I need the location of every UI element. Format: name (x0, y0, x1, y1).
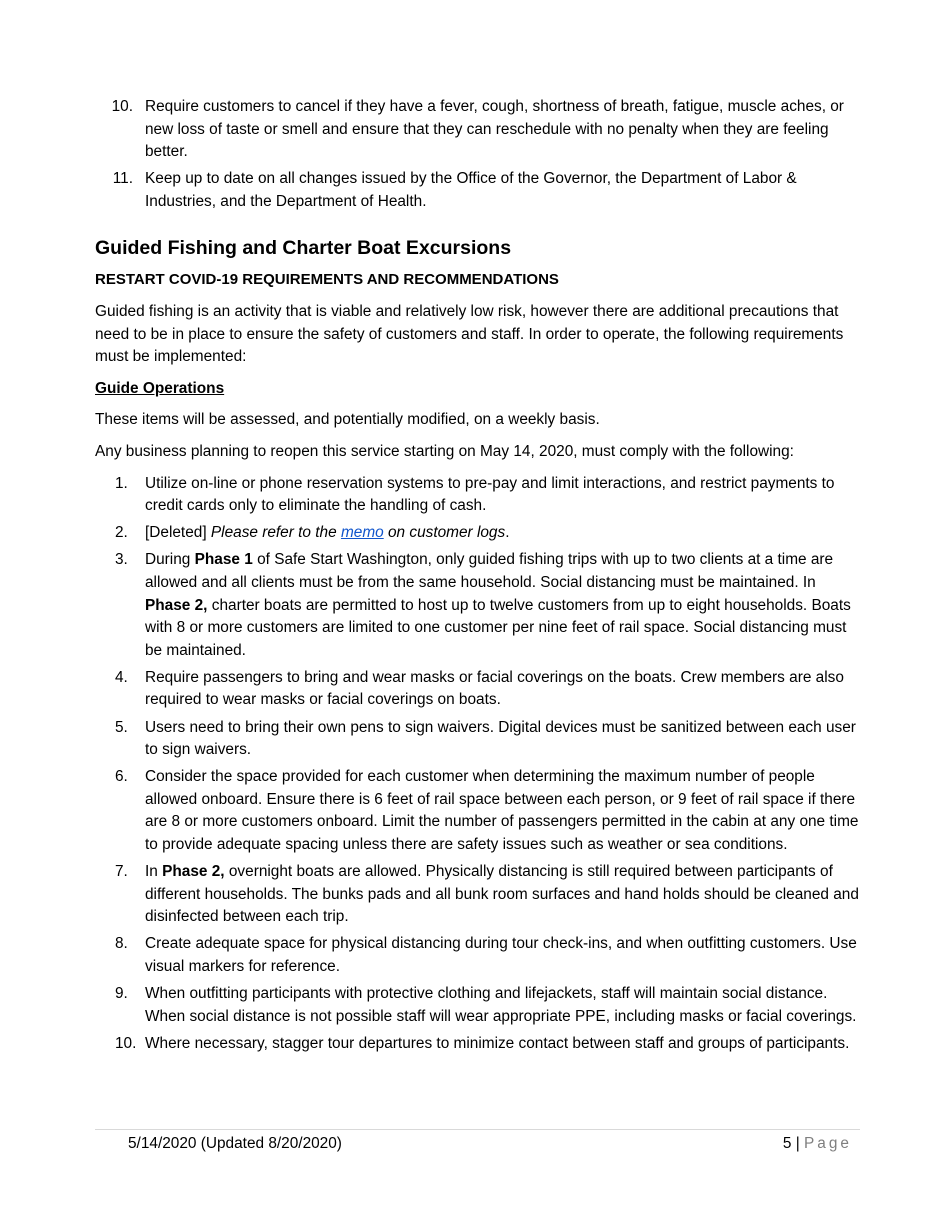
page-footer (95, 1129, 860, 1156)
phase-1-label: Phase 1 (194, 551, 253, 569)
list-number: 11. (112, 170, 133, 188)
list-text: Require passengers to bring and wear masks or facial coverings on the boats. Crew members are also required to wear masks or facial coverings on boats. (145, 668, 844, 709)
list-text: Keep up to date on all changes issued by the Office of the Governor, the Department of Labor & Industries, and the Department of Health. (145, 170, 797, 210)
page-word: Page (804, 1135, 852, 1152)
footer-date: 5/14/2020 (Updated 8/20/2020) (128, 1135, 342, 1152)
document-page (95, 96, 860, 1060)
list-item (95, 717, 860, 762)
list-item (95, 1033, 860, 1056)
list-number: 8. (115, 935, 128, 953)
list-text: Users need to bring their own pens to sign waivers. Digital devices must be sanitized between each user to sign waivers. (145, 718, 856, 759)
list-text: Require customers to cancel if they have a fever, cough, shortness of breath, fatigue, muscle aches, or new loss of taste or smell and ensure that they can reschedule with no penalty when they are feeling better. (145, 98, 844, 161)
comply-note: Any business planning to reopen this service starting on May 14, 2020, must comply with the following: (95, 443, 794, 461)
list-text: Where necessary, stagger tour departures to minimize contact between staff and groups of participants. (145, 1034, 850, 1052)
list-item (95, 549, 860, 662)
period: . (505, 524, 510, 542)
memo-pre-text: Please refer to the (210, 524, 337, 542)
continued-list (95, 96, 860, 213)
intro-paragraph: Guided fishing is an activity that is viable and relatively low risk, however there are additional precautions that need to be in place to ensure the safety of customers and staff. In order to operate, the following requirements must be implemented: (95, 303, 844, 366)
phase-2-label: Phase 2, (162, 863, 225, 881)
list-text: overnight boats are allowed. Physically distancing is still required between participants of different households. The bunks pads and all bunk room surfaces and hand holds should be cleaned and disinfected between each trip. (145, 863, 859, 926)
list-number: 4. (115, 668, 128, 686)
list-item (95, 933, 860, 978)
list-item (95, 96, 860, 164)
list-text: In (145, 863, 158, 881)
guide-operations-heading: Guide Operations (95, 379, 225, 397)
list-item (95, 861, 860, 929)
section-subtitle: RESTART COVID-19 REQUIREMENTS AND RECOMMENDATIONS (95, 271, 559, 289)
list-text: During (145, 551, 191, 569)
page-indicator (783, 1133, 852, 1156)
list-item (95, 522, 860, 545)
section-title: Guided Fishing and Charter Boat Excursions (95, 237, 512, 260)
requirements-list (95, 473, 860, 1056)
page-number: 5 (782, 1135, 792, 1152)
phase-2-label: Phase 2, (145, 596, 208, 614)
list-number: 9. (115, 985, 128, 1003)
list-text: Create adequate space for physical distancing during tour check-ins, and when outfitting customers. Use visual markers for reference. (145, 935, 857, 975)
list-item (95, 667, 860, 712)
list-text: Utilize on-line or phone reservation systems to pre-pay and limit interactions, and restrict payments to credit cards only to eliminate the handling of cash. (145, 474, 835, 515)
memo-post-text: on customer logs (387, 524, 506, 542)
list-number: 10. (111, 98, 133, 115)
list-text: charter boats are permitted to host up to twelve customers from up to eight households. Boats with 8 or more customers are limited to one customer per nine feet of rail space. Social distancing must be maintained. (145, 596, 851, 659)
list-item (95, 473, 860, 518)
page-separator: | (795, 1135, 800, 1152)
list-number: 5. (115, 718, 128, 736)
list-number: 2. (115, 524, 128, 542)
list-text: Consider the space provided for each customer when determining the maximum number of people allowed onboard. Ensure there is 6 feet of rail space between each person, or 9 feet of rail space if there are 8 or more customers onboard. Limit the number of passengers permitted in the cabin at any one time to provide adequate spacing unless there are safety issues such as weather or sea conditions. (145, 768, 859, 854)
weekly-note: These items will be assessed, and potentially modified, on a weekly basis. (95, 411, 600, 429)
list-text: When outfitting participants with protective clothing and lifejackets, staff will maintain social distance. When social distance is not possible staff will wear appropriate PPE, including masks or facial coverings. (145, 985, 857, 1025)
list-number: 3. (115, 551, 128, 569)
list-text: of Safe Start Washington, only guided fishing trips with up to two clients at a time are allowed and all clients must be from the same household. Social distancing must be maintained. In (145, 551, 834, 591)
list-item (95, 766, 860, 856)
deleted-marker: [Deleted] (145, 524, 207, 542)
list-item (95, 168, 860, 213)
list-number: 6. (115, 768, 128, 786)
list-number: 1. (115, 474, 128, 492)
list-number: 10. (115, 1034, 137, 1052)
memo-link[interactable]: memo (340, 524, 384, 542)
list-number: 7. (115, 863, 128, 881)
list-item (95, 983, 860, 1028)
